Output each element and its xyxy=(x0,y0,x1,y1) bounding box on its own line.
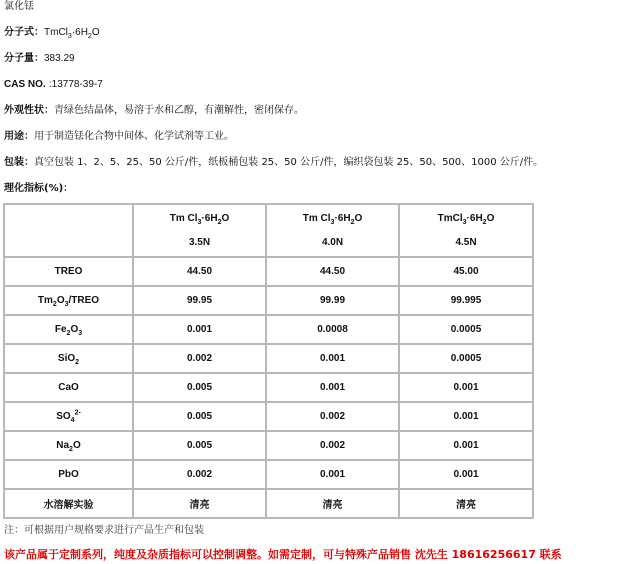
rn-part: Tm xyxy=(37,295,53,306)
row-name xyxy=(4,402,133,431)
mw-label: 分子量： xyxy=(4,53,44,64)
row-name: CaO xyxy=(4,373,133,402)
rn-sub: 2 xyxy=(52,301,57,308)
hf-part: O xyxy=(354,212,363,224)
header-cell-35n xyxy=(133,204,266,257)
mw-line xyxy=(4,52,75,66)
row-name xyxy=(4,315,133,344)
hf-part: O xyxy=(221,212,230,224)
rn-sup: 2- xyxy=(74,409,81,417)
row-value: 99.95 xyxy=(133,286,266,315)
cas-line xyxy=(4,78,103,92)
hf-sub: 3 xyxy=(197,218,202,226)
header-cell-40n xyxy=(266,204,399,257)
row-value: 0.005 xyxy=(133,373,266,402)
rn-part: O xyxy=(56,295,65,306)
formula-sub: 3 xyxy=(67,33,72,40)
header-grade: 4.0N xyxy=(321,236,344,248)
row-value: 0.001 xyxy=(266,460,399,489)
rn-sub: 2 xyxy=(66,330,71,337)
row-value: 44.50 xyxy=(133,257,266,286)
packaging-label: 包装： xyxy=(4,157,34,168)
header-blank-cell xyxy=(4,204,133,257)
formula-label: 分子式： xyxy=(4,27,44,38)
formula-line xyxy=(4,26,100,40)
row-value: 0.001 xyxy=(266,344,399,373)
row-value: 清亮 xyxy=(266,489,399,518)
row-value: 0.002 xyxy=(133,344,266,373)
row-value: 0.0005 xyxy=(399,315,533,344)
hf-sub: 2 xyxy=(217,218,222,226)
row-value: 清亮 xyxy=(399,489,533,518)
rn-sub: 3 xyxy=(64,301,69,308)
hf-sub: 2 xyxy=(482,218,487,226)
usage-label: 用途： xyxy=(4,131,34,142)
formula-part: O xyxy=(91,27,100,38)
rn-part: SO xyxy=(56,411,71,422)
row-value: 0.0005 xyxy=(399,344,533,373)
row-name xyxy=(4,431,133,460)
spec-title-line xyxy=(4,182,73,196)
row-value: 0.002 xyxy=(266,431,399,460)
table-row xyxy=(4,402,533,431)
appearance-line xyxy=(4,104,304,118)
row-name: PbO xyxy=(4,460,133,489)
rn-sub: 3 xyxy=(78,330,83,337)
hf-sub: 3 xyxy=(462,218,467,226)
row-value: 0.001 xyxy=(399,460,533,489)
cas-label: CAS NO. xyxy=(4,79,46,90)
row-value: 99.99 xyxy=(266,286,399,315)
packaging-value: 真空包装 1、2、5、25、50 公斤/件，纸板桶包装 25、50 公斤/件，编织袋包装 25、50、500、1000 公斤/件。 xyxy=(34,157,544,168)
footnote: 注：可根据用户规格要求进行产品生产和包装 xyxy=(4,525,204,536)
formula-part: ·6H xyxy=(71,27,88,38)
row-name xyxy=(4,286,133,315)
row-value: 0.005 xyxy=(133,402,266,431)
rn-part: O xyxy=(70,324,79,335)
row-value: 0.001 xyxy=(399,373,533,402)
appearance-label: 外观性状： xyxy=(4,105,54,116)
hf-part: ·6H xyxy=(334,212,351,224)
formula-sub: 2 xyxy=(87,33,92,40)
packaging-line xyxy=(4,156,543,170)
row-name xyxy=(4,344,133,373)
row-value: 99.995 xyxy=(399,286,533,315)
header-formula xyxy=(400,212,532,226)
row-value: 0.001 xyxy=(399,402,533,431)
appearance-value: 青绿色结晶体，易溶于水和乙醇，有潮解性，密闭保存。 xyxy=(54,105,304,116)
rn-part: Fe xyxy=(54,324,67,335)
hf-part: ·6H xyxy=(201,212,218,224)
spec-table xyxy=(3,203,534,519)
table-row xyxy=(4,460,533,489)
custom-order-notice: 该产品属于定制系列，纯度及杂质指标可以控制调整。如需定制，可与特殊产品销售 沈先生 18616256617 联系 xyxy=(4,548,562,561)
row-value: 0.001 xyxy=(133,315,266,344)
header-cell-45n xyxy=(399,204,533,257)
hf-sub: 3 xyxy=(330,218,335,226)
usage-value: 用于制造铥化合物中间体、化学试剂等工业。 xyxy=(34,131,234,142)
table-row xyxy=(4,373,533,402)
row-name: TREO xyxy=(4,257,133,286)
formula-part: TmCl xyxy=(44,27,68,38)
product-title-text: 氯化铥 xyxy=(4,1,34,12)
formula-value xyxy=(44,27,100,38)
table-header-row xyxy=(4,204,533,257)
row-value: 清亮 xyxy=(133,489,266,518)
table-row xyxy=(4,257,533,286)
rn-part: SiO xyxy=(57,353,76,364)
rn-sub: 2 xyxy=(69,446,73,453)
header-grade: 4.5N xyxy=(455,236,477,248)
usage-line xyxy=(4,130,234,144)
header-formula xyxy=(267,212,398,226)
rn-sub: 2 xyxy=(75,359,80,366)
hf-part: ·6H xyxy=(466,212,483,224)
spec-title: 理化指标(%)： xyxy=(4,183,74,194)
row-value: 0.001 xyxy=(399,431,533,460)
hf-part: Tm Cl xyxy=(169,212,198,224)
header-grade: 3.5N xyxy=(188,236,211,248)
cas-value: :13778-39-7 xyxy=(48,79,103,90)
row-value: 0.0008 xyxy=(266,315,399,344)
row-value: 45.00 xyxy=(399,257,533,286)
hf-part: O xyxy=(486,212,495,224)
header-formula xyxy=(134,212,265,226)
rn-sub: 4 xyxy=(70,417,75,424)
table-row xyxy=(4,344,533,373)
row-name: 水溶解实验 xyxy=(4,489,133,518)
row-value: 44.50 xyxy=(266,257,399,286)
table-row xyxy=(4,489,533,518)
rn-part: O xyxy=(72,440,81,451)
row-value: 0.001 xyxy=(266,373,399,402)
table-row xyxy=(4,315,533,344)
row-value: 0.002 xyxy=(266,402,399,431)
mw-value: 383.29 xyxy=(44,53,75,64)
hf-sub: 2 xyxy=(350,218,355,226)
product-title xyxy=(4,0,34,14)
table-row xyxy=(4,286,533,315)
table-row xyxy=(4,431,533,460)
row-value: 0.002 xyxy=(133,460,266,489)
rn-part: /TREO xyxy=(68,295,100,306)
rn-part: Na xyxy=(56,440,70,451)
hf-part: Tm Cl xyxy=(302,212,331,224)
hf-part: TmCl xyxy=(437,212,463,224)
row-value: 0.005 xyxy=(133,431,266,460)
